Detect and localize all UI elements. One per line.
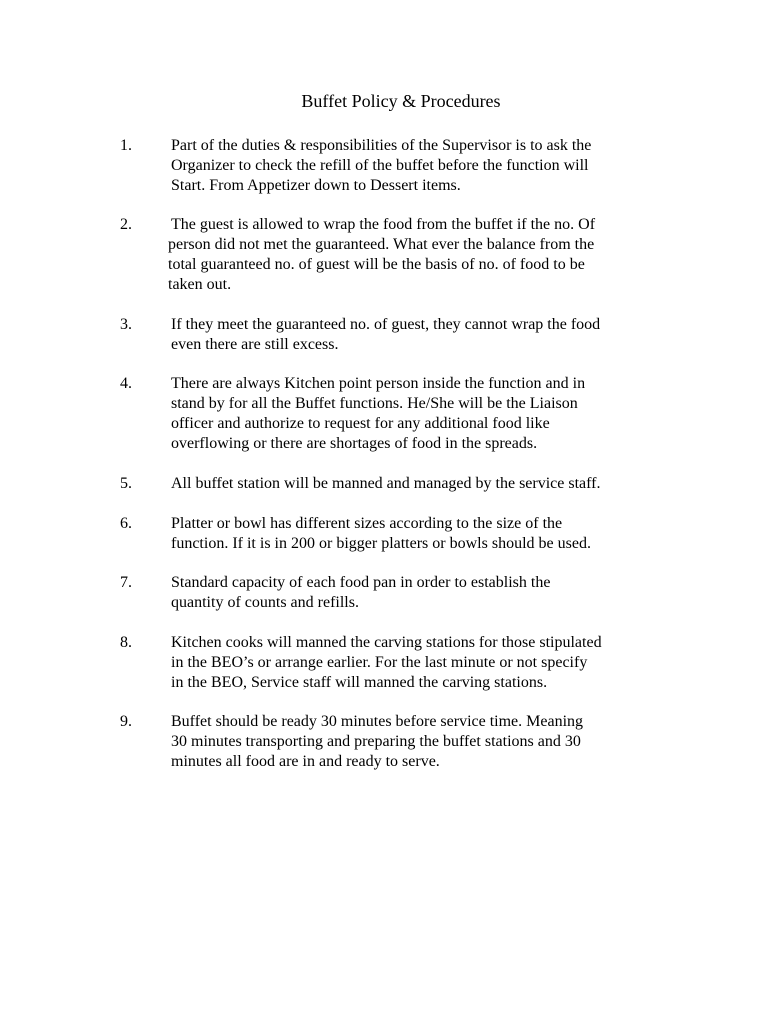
item-line: total guaranteed no. of guest will be the basis of no. of food to be bbox=[168, 256, 585, 273]
document-title: Buffet Policy & Procedures bbox=[301, 91, 501, 111]
item-number: 4. bbox=[120, 375, 132, 392]
item-line: stand by for all the Buffet functions. He/She will be the Liaison bbox=[171, 395, 578, 412]
item-line: If they meet the guaranteed no. of guest, they cannot wrap the food bbox=[171, 316, 601, 333]
item-text bbox=[171, 474, 731, 494]
item-line: officer and authorize to request for any additional food like bbox=[171, 415, 550, 432]
item-line: function. If it is in 200 or bigger platters or bowls should be used. bbox=[171, 535, 591, 552]
item-line: Start. From Appetizer down to Dessert items. bbox=[171, 177, 461, 194]
item-line: overflowing or there are shortages of food in the spreads. bbox=[171, 435, 538, 452]
item-text bbox=[171, 633, 731, 693]
item-line: in the BEO’s or arrange earlier. For the last minute or not specify bbox=[171, 654, 588, 671]
item-text bbox=[171, 374, 731, 454]
item-text bbox=[171, 514, 731, 554]
item-line: The guest is allowed to wrap the food from the buffet if the no. Of bbox=[171, 216, 596, 233]
item-line: 30 minutes transporting and preparing the buffet stations and 30 bbox=[171, 733, 581, 750]
item-text bbox=[171, 573, 731, 613]
item-number: 5. bbox=[120, 475, 132, 492]
item-text bbox=[168, 215, 731, 295]
item-line: There are always Kitchen point person inside the function and in bbox=[171, 375, 586, 392]
item-line: quantity of counts and refills. bbox=[171, 594, 359, 611]
item-line: Kitchen cooks will manned the carving stations for those stipulated bbox=[171, 634, 602, 651]
item-number: 3. bbox=[120, 316, 132, 333]
item-line: in the BEO, Service staff will manned the carving stations. bbox=[171, 674, 548, 691]
item-number: 7. bbox=[120, 574, 132, 591]
item-line: Platter or bowl has different sizes according to the size of the bbox=[171, 515, 563, 532]
item-number: 9. bbox=[120, 713, 132, 730]
item-number: 2. bbox=[120, 216, 132, 233]
item-line: minutes all food are in and ready to serve. bbox=[171, 753, 440, 770]
item-line: Part of the duties & responsibilities of the Supervisor is to ask the bbox=[171, 137, 592, 154]
item-line: Standard capacity of each food pan in order to establish the bbox=[171, 574, 551, 591]
item-number: 1. bbox=[120, 137, 132, 154]
item-line: Buffet should be ready 30 minutes before service time. Meaning bbox=[171, 713, 584, 730]
item-line: even there are still excess. bbox=[171, 336, 339, 353]
item-line: person did not met the guaranteed. What ever the balance from the bbox=[168, 236, 595, 253]
item-text bbox=[171, 136, 731, 196]
item-text bbox=[171, 712, 731, 772]
item-line: All buffet station will be manned and managed by the service staff. bbox=[171, 475, 601, 492]
item-number: 6. bbox=[120, 515, 132, 532]
item-line: Organizer to check the refill of the buffet before the function will bbox=[171, 157, 589, 174]
item-text bbox=[171, 315, 731, 355]
item-number: 8. bbox=[120, 634, 132, 651]
item-line: taken out. bbox=[168, 276, 232, 293]
